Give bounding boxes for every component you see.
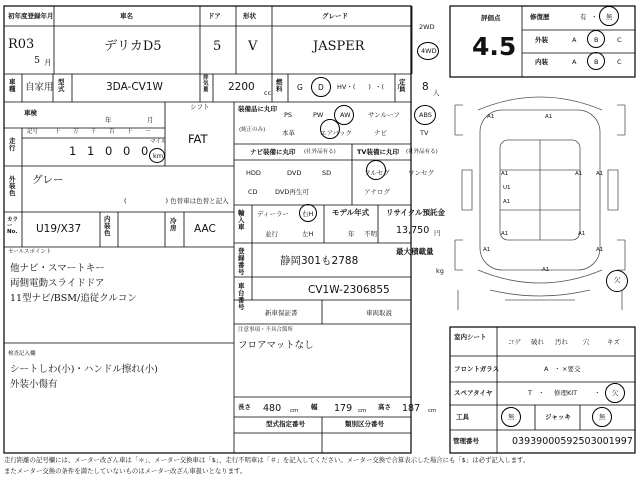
damage-mark: A1 — [596, 247, 604, 253]
damage-mark: U1 — [503, 185, 511, 191]
fuel-label: 燃料 — [276, 78, 283, 94]
tv-analog: アナログ — [364, 188, 390, 196]
max-load-label: 最大積載量 — [396, 247, 434, 256]
score: 4.5 — [472, 32, 517, 61]
load-unit: kg — [436, 267, 444, 275]
sales-point: 両側電動スライドドア — [10, 278, 105, 289]
interior-b: B — [594, 58, 599, 66]
drive-2wd: 2WD — [419, 23, 435, 31]
repair-none: 無 — [606, 13, 613, 21]
seat-burn: コゲ — [508, 338, 521, 346]
km-unit: km — [153, 152, 164, 160]
interior-b-circle — [587, 52, 605, 70]
inspection-label: 車検 — [24, 109, 37, 117]
import-parallel: 並行 — [265, 230, 278, 238]
recycle-label: リサイクル預託金 — [386, 208, 445, 217]
mileage-digit: 0 — [123, 144, 131, 158]
equip-navi: ナビ — [374, 129, 387, 137]
car-type-label: 車種 — [9, 78, 16, 94]
height-unit: cm — [428, 408, 437, 414]
model-year-label: モデル年式 — [332, 208, 370, 217]
equip-leather: 本革 — [282, 129, 295, 137]
navi-hdd: HDD — [246, 169, 261, 177]
capacity: 8 — [422, 81, 429, 93]
type-approval-label: 型式指定番号 — [266, 420, 305, 428]
capacity-label: 定員 — [399, 78, 406, 94]
footer-note: またメーター交換の条件を満たしていないものはメーター改ざん車扱いとなります。 — [4, 467, 247, 475]
interior-label: 内装 — [535, 58, 548, 66]
first-registration-year: R03 — [8, 37, 35, 52]
damage-mark: A1 — [596, 171, 604, 177]
chassis-number: CV1W-2306855 — [308, 284, 390, 296]
jack-none: 無 — [599, 413, 606, 421]
navi-cd: CD — [248, 188, 258, 196]
fuel-hv: HV・( ) — [337, 83, 371, 91]
footer-note: 走行距離の記号欄には、メーター改ざん車は「＊」、メーター交換車は「$」、走行不明車は「＃」を記入してください。メーター交換で合算表示した場合にも「$」は必ず記入します。 — [4, 456, 530, 464]
mileage-digit: 1 — [69, 144, 77, 158]
tv-oneseg: ワンセグ — [408, 169, 434, 177]
glass-defect-circle — [606, 270, 628, 292]
tv-label: TV装備に丸印 — [357, 148, 399, 156]
length-unit: cm — [290, 408, 299, 414]
tv-fullseg: フルセグ — [364, 169, 390, 177]
notice-label: 注意事項・不具合箇所 — [238, 327, 294, 333]
model-year-unknown: 不明 — [364, 230, 377, 238]
length: 480 — [263, 403, 282, 414]
model-label: 型式 — [58, 78, 65, 94]
warranty-doc: 新車保証書 — [265, 309, 298, 317]
manual-doc: 車両取説 — [366, 309, 392, 317]
body-shape: V — [248, 39, 258, 54]
damage-mark: A1 — [483, 247, 491, 253]
equip-aw: AW — [340, 111, 351, 119]
tools-label: 工具 — [456, 413, 469, 421]
color-code: U19/X37 — [36, 223, 82, 235]
seat-tear: 破れ — [531, 338, 544, 346]
inspector-note: シートしわ(小)・ハンドル擦れ(小) — [10, 364, 158, 375]
equip-ps: PS — [284, 111, 293, 119]
navi-dvd-play: DVD再生可 — [275, 188, 309, 196]
equip-tv: TV — [420, 129, 429, 137]
damage-mark: A1 — [503, 199, 511, 205]
equip-airbag: エアバック — [320, 129, 352, 137]
first-registration-label: 初年度登録年月 — [8, 12, 54, 20]
equipment-sub: (純正のみ) — [239, 127, 266, 133]
plate-number: 静岡301も2788 — [280, 255, 359, 267]
car-name-label: 車名 — [120, 12, 133, 20]
person-unit: 人 — [433, 89, 440, 97]
color-label: 外装色 — [9, 175, 16, 198]
sales-label: セールスポイント — [8, 249, 52, 255]
navi-sd: SD — [322, 169, 332, 177]
repair-yes: 有 — [580, 13, 587, 21]
seat-dirt: 汚れ — [555, 338, 568, 346]
body-color: グレー — [32, 174, 64, 186]
inspection-year: 年 — [105, 116, 112, 124]
unit-hundred: 百 — [109, 129, 115, 135]
equip-sunroof: サンルーフ — [368, 111, 400, 119]
spare-none: 欠 — [612, 389, 619, 397]
equipment-label: 装備品に丸印 — [238, 105, 277, 113]
management-number: 03939000592503001997 — [512, 436, 633, 447]
model-code: 3DA-CV1W — [106, 81, 163, 93]
mileage-label: 走行 — [9, 137, 16, 153]
repair-none-circle — [599, 6, 619, 26]
unit-thousand: 千 — [91, 129, 97, 135]
cc-unit: cc — [264, 89, 272, 97]
fuel-g: G — [297, 83, 303, 92]
plate-label: 登録番号 — [238, 247, 245, 277]
door-count: 5 — [213, 39, 222, 54]
import-dealer: ディーラー — [257, 210, 289, 218]
spare-t: T — [528, 389, 532, 397]
spare-sep2: ・ — [594, 389, 601, 397]
interior-color-label: 内装色 — [104, 215, 111, 238]
import-label: 輸入車 — [238, 209, 245, 232]
tools-none-circle — [501, 407, 521, 427]
width-unit: cm — [358, 408, 367, 414]
damage-mark: A1 — [578, 231, 586, 237]
car-diagram — [455, 97, 625, 310]
unit-ten-thousand-ten: 十 — [55, 129, 61, 135]
score-label: 評価点 — [481, 14, 501, 22]
drive-4wd: 4WD — [421, 47, 437, 55]
car-use: 自家用 — [25, 82, 54, 93]
shape-label: 形状 — [243, 12, 256, 20]
unit-code: 記号 — [27, 129, 39, 135]
height-label: 高さ — [378, 403, 391, 411]
class-number-label: 類別区分番号 — [345, 420, 384, 428]
exterior-a: A — [572, 36, 577, 44]
fuel-d-circle — [311, 77, 331, 97]
spare-label: スペアタイヤ — [454, 389, 493, 397]
jack-label: ジャッキ — [545, 413, 571, 421]
ac-type: AAC — [194, 223, 216, 235]
jack-none-circle — [592, 407, 612, 427]
seat-hole: 穴 — [583, 338, 590, 346]
damage-mark: A1 — [501, 231, 509, 237]
shift-label: シフト — [190, 103, 210, 111]
unit-ten-thousand: 万 — [73, 129, 79, 135]
seat-scratch: キズ — [607, 338, 620, 346]
chassis-label: 車台番号 — [238, 282, 245, 312]
displacement-label: 排気量 — [203, 75, 209, 93]
door-label: ドア — [208, 12, 221, 20]
interior-c: C — [617, 58, 622, 66]
drive-4wd-circle — [417, 42, 439, 60]
damage-mark: A1 — [487, 114, 495, 120]
tv-fullseg-circle — [366, 160, 386, 180]
glass-a: A — [544, 365, 549, 373]
import-right-circle — [299, 204, 317, 222]
mile-unit: マイル — [150, 139, 167, 145]
glass-defect-mark: 欠 — [614, 276, 621, 284]
width-label: 幅 — [311, 403, 318, 411]
exterior-b-circle — [587, 30, 605, 48]
spare-none-circle — [605, 383, 625, 403]
grade-label: グレード — [322, 12, 348, 20]
color-code-label: カラーNo. — [7, 217, 19, 236]
navi-label: ナビ装備に丸印 — [250, 148, 296, 156]
repair-sep: ・ — [591, 13, 598, 21]
model-year-unit: 年 — [348, 230, 355, 238]
sales-point: 他ナビ・スマートキー — [10, 263, 105, 274]
km-circle — [149, 148, 165, 163]
inspection-month: 月 — [147, 116, 154, 124]
fuel-d: D — [318, 83, 324, 92]
glass-label: フロントガラス — [454, 365, 500, 373]
equip-airbag-circle — [320, 119, 340, 139]
import-left: 左H — [302, 230, 314, 238]
tv-sub: (社外品有る) — [406, 149, 438, 155]
tools-none: 無 — [508, 413, 515, 421]
inspector-label: 検査記入欄 — [8, 351, 36, 357]
sales-point: 11型ナビ/BSM/追従クルコン — [10, 293, 137, 304]
navi-dvd: DVD — [287, 169, 302, 177]
exterior-b: B — [594, 36, 599, 44]
glass-replace: ×要交 — [562, 365, 581, 373]
fuel-other: ・( ) — [375, 83, 400, 91]
damage-mark: A1 — [545, 114, 553, 120]
spare-kit: 修理KIT — [554, 389, 578, 397]
exterior-c: C — [617, 36, 622, 44]
navi-sub: (社外品有る) — [304, 149, 336, 155]
ac-label: 冷房 — [170, 217, 177, 233]
car-name: デリカD5 — [104, 39, 162, 54]
width: 179 — [334, 403, 353, 414]
inspector-note: 外装小傷有 — [10, 379, 58, 390]
recycle-unit: 円 — [434, 229, 441, 237]
equip-abs-circle — [414, 105, 436, 125]
spare-sep: ・ — [538, 389, 545, 397]
first-registration-month: 5 — [34, 55, 41, 66]
management-label: 管理番号 — [453, 437, 479, 445]
grade: JASPER — [313, 39, 365, 54]
unit-one: 一 — [145, 129, 151, 135]
color-note: ( ) 色替車は色替と記入 — [124, 197, 229, 205]
equip-pw: PW — [313, 111, 324, 119]
notice-item: フロアマットなし — [238, 340, 314, 351]
height: 187 — [402, 403, 421, 414]
damage-mark: A1 — [501, 171, 509, 177]
interior-a: A — [572, 58, 577, 66]
import-right: 右H — [302, 210, 314, 218]
shift: FAT — [188, 132, 208, 146]
recycle-fee: 13,750 — [396, 225, 430, 236]
length-label: 長さ — [238, 403, 251, 411]
seat-label: 室内シート — [454, 333, 487, 341]
mileage-digit: 1 — [87, 144, 95, 158]
damage-mark: A1 — [542, 267, 550, 273]
displacement: 2200 — [228, 81, 255, 93]
mileage-digit: 0 — [105, 144, 113, 158]
exterior-label: 外装 — [535, 36, 548, 44]
equip-abs: ABS — [419, 111, 432, 119]
mileage-digit: 0 — [141, 144, 149, 158]
unit-ten: 十 — [127, 129, 133, 135]
month-unit: 月 — [44, 58, 52, 67]
glass-sep: ・ — [554, 365, 561, 373]
damage-mark: A1 — [575, 171, 583, 177]
repair-label: 修復歴 — [530, 13, 550, 21]
